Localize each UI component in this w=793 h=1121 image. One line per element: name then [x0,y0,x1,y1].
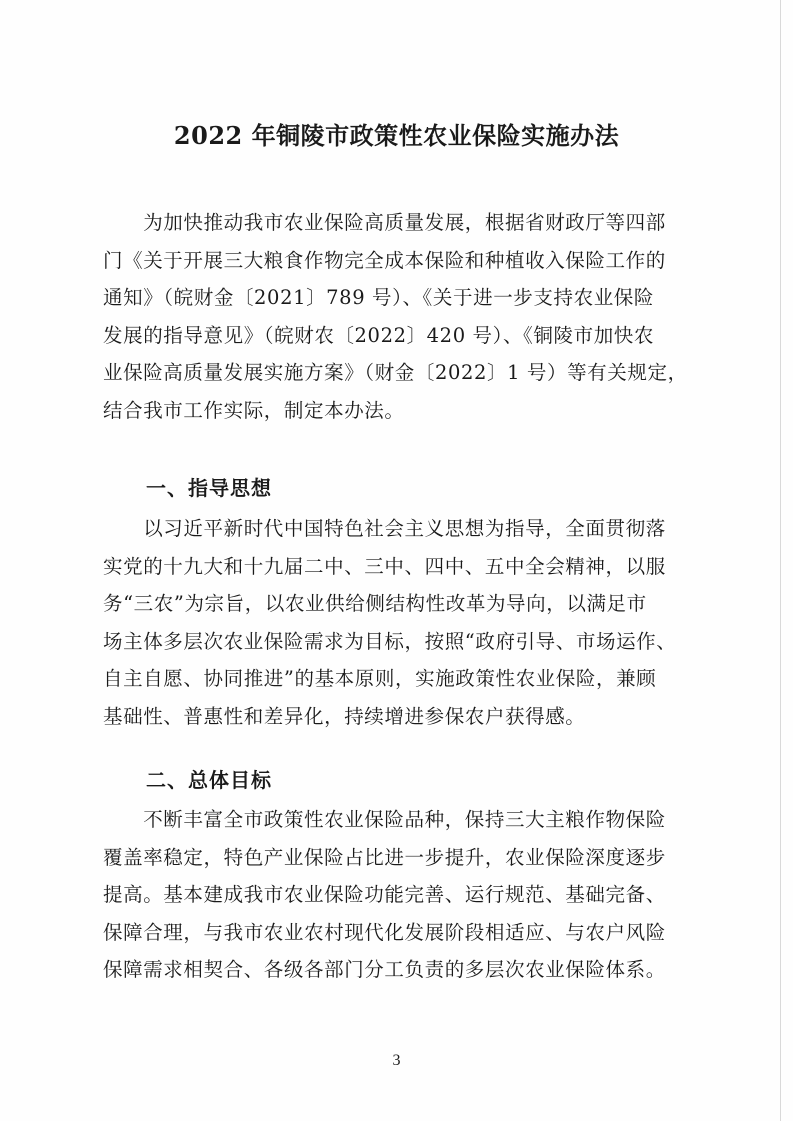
paragraph-line: 自主自愿、协同推进”的基本原则，实施政策性农业保险，兼顾 [103,667,657,690]
section-heading-overall-goals: 二、总体目标 [146,768,272,792]
paragraph-line: 场主体多层次农业保险需求为目标，按照“政府引导、市场运作、 [103,629,677,653]
paragraph-line: 以习近平新时代中国特色社会主义思想为指导，全面贯彻落 [103,517,666,540]
paragraph-line: 业保险高质量发展实施方案》（财金〔2022〕1 号）等有关规定， [103,361,688,384]
paragraph-intro [103,204,689,429]
paragraph-line: 务“三农”为宗旨，以农业供给侧结构性改革为导向，以满足市 [103,592,647,615]
paragraph-guiding-ideology [103,510,689,735]
paragraph-line: 不断丰富全市政策性农业保险品种，保持三大主粮作物保险 [103,808,666,831]
paragraph-line: 保障合理，与我市农业农村现代化发展阶段相适应、与农户风险 [103,920,666,944]
paragraph-line: 覆盖率稳定，特色产业保险占比进一步提升，农业保险深度逐步 [103,845,666,869]
paragraph-line: 门《关于开展三大粮食作物完全成本保险和种植收入保险工作的 [103,248,666,272]
paragraph-line: 提高。基本建成我市农业保险功能完善、运行规范、基础完备、 [103,883,666,906]
paragraph-line: 基础性、普惠性和差异化，持续增进参保农户获得感。 [103,704,586,728]
page-edge-divider [780,0,781,1121]
paragraph-line: 保障需求相契合、各级各部门分工负责的多层次农业保险体系。 [103,958,666,981]
page-number: 3 [392,1052,401,1069]
paragraph-line: 发展的指导意见》（皖财农〔2022〕420 号）、《铜陵市加快农 [103,323,654,347]
paragraph-line: 实党的十九大和十九届二中、三中、四中、五中全会精神，以服 [103,554,666,578]
section-heading-guiding-ideology: 一、指导思想 [146,476,272,500]
paragraph-overall-goals [103,801,689,989]
document-title: 2022 年铜陵市政策性农业保险实施办法 [173,121,620,150]
paragraph-line: 通知》（皖财金〔2021〕789 号）、《关于进一步支持农业保险 [103,286,654,309]
paragraph-line: 为加快推动我市农业保险高质量发展，根据省财政厅等四部 [103,211,666,234]
paragraph-line: 结合我市工作实际，制定本办法。 [103,398,405,422]
